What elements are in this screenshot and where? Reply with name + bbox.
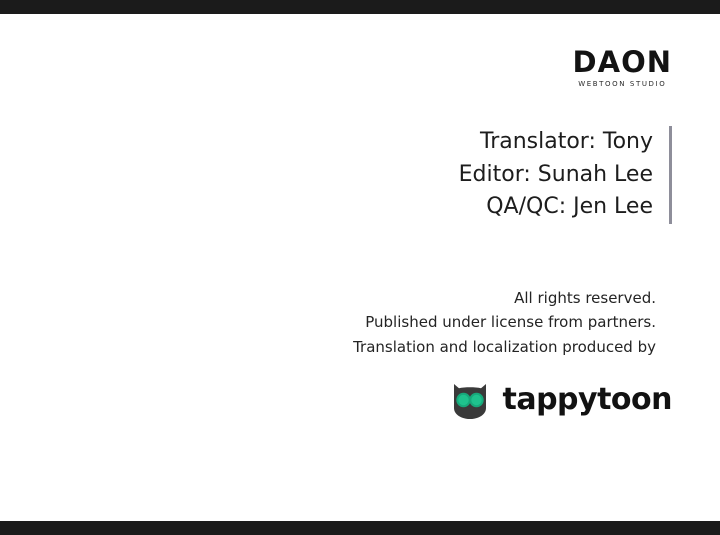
credits-block	[252, 126, 672, 224]
rights-line-2: Published under license from partners.	[365, 313, 656, 332]
cat-face-icon	[448, 378, 492, 422]
daon-subtitle: WEBTOON STUDIO	[578, 80, 667, 88]
rights-line-1: All rights reserved.	[514, 289, 656, 307]
credit-editor: Editor: Sunah Lee	[458, 161, 653, 187]
daon-studio-logo	[572, 45, 672, 88]
daon-wordmark: DAON	[572, 45, 672, 79]
rights-block	[242, 286, 672, 359]
rights-line-3: Translation and localization produced by	[353, 337, 656, 356]
top-black-bar	[0, 0, 720, 14]
publisher-lockup	[448, 378, 672, 422]
credit-translator: Translator: Tony	[479, 129, 653, 154]
tappytoon-wordmark: tappytoon	[502, 382, 672, 417]
credit-qa-qc: QA/QC: Jen Lee	[486, 194, 653, 220]
bottom-black-bar	[0, 521, 720, 535]
